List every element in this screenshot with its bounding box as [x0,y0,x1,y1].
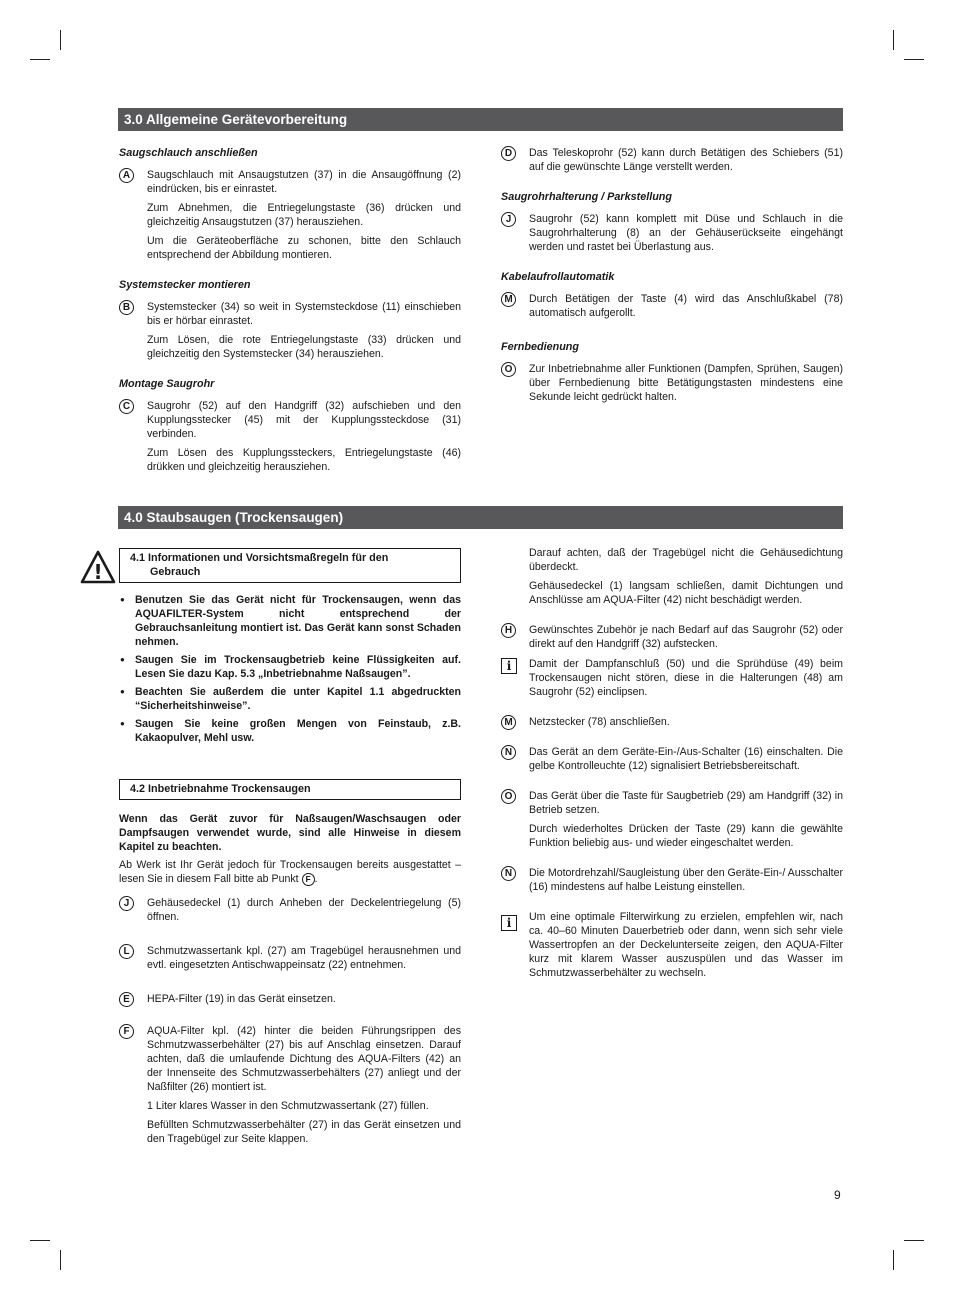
badge-o-icon: O [501,362,516,377]
info-icon: i [501,658,517,674]
heading-saugrohrhalterung: Saugrohrhalterung / Parkstellung [501,191,672,203]
paragraph: Netzstecker (78) anschließen. [529,716,670,728]
paragraph: Die Motordrehzahl/Saugleistung über den Geräte-Ein-/ Ausschalter (16) mindestens auf halbe Leistung einstellen. [529,867,843,893]
badge-m-icon: M [501,292,516,307]
step-f [119,1024,461,1146]
paragraph: Befüllten Schmutzwasserbehälter (27) in das Gerät einsetzen und den Tragebügel zur Seite klappen. [147,1119,461,1145]
badge-f-icon: F [119,1024,134,1039]
intro-text: Ab Werk ist Ihr Gerät jedoch für Trockensaugen bereits ausgestattet – lesen Sie in diesem Fall bitte ab Punkt F . [119,859,461,885]
paragraph: Systemstecker (34) so weit in Systemsteckdose (11) einschieben bis er hörbar einrastet. [147,301,461,327]
step-b [119,300,461,361]
badge-c-icon: C [119,399,134,414]
paragraph: AQUA-Filter kpl. (42) hinter die beiden Führungsrippen des Schmutzwasserbehälter (27) bis auf Anschlag einsetzen. Darauf achten, daß die umlaufende Dichtung des AQUA-Filters (42) an der Innenseite des Schmutzwasserbehälters (27) anliegt und der Naßfilter (26) montiert ist. [147,1025,461,1093]
heading-fernbedienung: Fernbedienung [501,341,579,353]
step-j-lid [119,896,461,924]
paragraph: Durch Betätigen der Taste (4) wird das Anschlußkabel (78) automatisch aufgerollt. [529,293,843,319]
paragraph: Darauf achten, daß der Tragebügel nicht die Gehäusedichtung überdeckt. [529,547,843,573]
list-item: ● Saugen Sie keine großen Mengen von Feinstaub, z.B. Kakaopulver, Mehl usw. [119,717,461,745]
badge-m-icon: M [501,715,516,730]
paragraph: Das Gerät über die Taste für Saugbetrieb (29) am Handgriff (32) in Betrieb setzen. [529,790,843,816]
crop-mark [893,1250,894,1270]
section-4-right-column [501,546,843,986]
crop-mark [893,30,894,50]
section-4-left-column [119,548,461,1152]
paragraph: Gehäusedeckel (1) durch Anheben der Deckelentriegelung (5) öffnen. [147,897,461,923]
paragraph: Zur Inbetriebnahme aller Funktionen (Dampfen, Sprühen, Saugen) über Fernbedienung bitte Betätigungstasten mindestens eine Sekunde leicht gedrückt halten. [529,363,843,403]
paragraph: Schmutzwassertank kpl. (27) am Tragebügel herausnehmen und evtl. eingesetzten Antischwappeinsatz (22) entnehmen. [147,945,461,971]
step-a [119,168,461,262]
step-m [501,292,843,320]
badge-h-icon: H [501,623,516,638]
badge-j-icon: J [119,896,134,911]
step-h [501,623,843,651]
warning-list [119,593,461,745]
heading-saugschlauch: Saugschlauch anschließen [119,147,258,159]
heading-kabelaufrollautomatik: Kabelaufrollautomatik [501,271,615,283]
step-d [501,146,843,174]
section-4-title: 4.0 Staubsaugen (Trockensaugen) [118,506,843,529]
paragraph: Um eine optimale Filterwirkung zu erzielen, empfehlen wir, nach ca. 40–60 Minuten Dauerbetrieb oder dann, wenn sich sehr viele Wassertropfen an der Deckelunterseite zeigen, den AQUA-Filter kurz mit klarem Wasser auszuspülen und das Wasser im Schmutzwasserbehälter zu wechseln. [529,911,843,979]
heading-montage-saugrohr: Montage Saugrohr [119,378,215,390]
step-o [501,789,843,850]
step-n [501,745,843,773]
step-j [501,212,843,254]
crop-mark [60,30,61,50]
box-4-1-line2: Gebrauch [150,566,201,578]
list-item: ● Saugen Sie im Trockensaugbetrieb keine Flüssigkeiten auf. Lesen Sie dazu Kap. 5.3 „Inbetriebnahme Naßsaugen”. [119,653,461,681]
step-n-speed [501,866,843,894]
badge-j-icon: J [501,212,516,227]
badge-f-icon: F [302,873,315,886]
paragraph: 1 Liter klares Wasser in den Schmutzwassertank (27) füllen. [147,1100,429,1112]
section-3-left-column [119,146,461,480]
crop-mark [904,59,924,60]
paragraph: Gewünschtes Zubehör je nach Bedarf auf das Saugrohr (52) oder direkt auf den Handgriff (32) aufstecken. [529,624,843,650]
step-e [119,992,461,1006]
intro-bold: Wenn das Gerät zuvor für Naßsaugen/Waschsaugen oder Dampfsaugen verwendet wurde, sind alle Hinweise in diesem Kapitel zu beachten. [119,813,461,853]
badge-a-icon: A [119,168,134,183]
step-m [501,715,843,729]
badge-b-icon: B [119,300,134,315]
box-4-1 [119,548,461,583]
info-dampfanschluss [501,657,843,699]
paragraph: Das Teleskoprohr (52) kann durch Betätigen des Schiebers (51) auf die gewünschte Länge verstellt werden. [529,147,843,173]
badge-l-icon: L [119,944,134,959]
badge-e-icon: E [119,992,134,1007]
badge-n-icon: N [501,866,516,881]
paragraph: Zum Abnehmen, die Entriegelungstaste (36) drücken und gleichzeitig Ansaugstutzen (37) herausziehen. [147,202,461,228]
box-4-1-line1: 4.1 Informationen und Vorsichtsmaßregeln für den [130,552,389,564]
crop-mark [30,1240,50,1241]
info-filter [501,910,843,980]
warning-triangle-icon [80,550,116,584]
paragraph: Zum Lösen des Kupplungssteckers, Entriegelungstaste (46) drükken und gleichzeitig herausziehen. [147,447,461,473]
badge-d-icon: D [501,146,516,161]
crop-mark [60,1250,61,1270]
paragraph: Saugrohr (52) kann komplett mit Düse und Schlauch in die Saugrohrhalterung (8) an der Gehäuserückseite eingehängt werden und rastet bei Überlastung aus. [529,213,843,253]
paragraph: Das Gerät an dem Geräte-Ein-/Aus-Schalter (16) einschalten. Die gelbe Kontrolleuchte (12) signalisiert Betriebsbereitschaft. [529,746,843,772]
info-icon: i [501,915,517,931]
paragraph: Saugrohr (52) auf den Handgriff (32) aufschieben und den Kupplungsstecker (45) mit der Kupplungssteckdose (31) verbinden. [147,400,461,440]
heading-systemstecker: Systemstecker montieren [119,279,251,291]
step-o [501,362,843,404]
page-number: 9 [834,1188,841,1202]
paragraph: Damit der Dampfanschluß (50) und die Sprühdüse (49) beim Trockensaugen nicht stören, diese in die Halterungen (48) am Saugrohr (52) einclipsen. [529,658,843,698]
crop-mark [30,59,50,60]
badge-o-icon: O [501,789,516,804]
list-item: ● Benutzen Sie das Gerät nicht für Trockensaugen, wenn das AQUAFILTER-System nicht entsprechend der Gebrauchsanleitung montiert ist. Das Gerät kann sonst Schaden nehmen. [119,593,461,649]
paragraph: Gehäusedeckel (1) langsam schließen, damit Dichtungen und Anschlüsse am AQUA-Filter (42) nicht beschädigt werden. [529,580,843,606]
paragraph: Um die Geräteoberfläche zu schonen, bitte den Schlauch entsprechend der Abbildung montieren. [147,235,461,261]
section-3-right-column [501,146,843,410]
warning-symbol: ! [93,560,103,584]
step-c [119,399,461,474]
badge-n-icon: N [501,745,516,760]
box-4-2: 4.2 Inbetriebnahme Trockensaugen [119,779,461,800]
paragraph: HEPA-Filter (19) in das Gerät einsetzen. [147,993,336,1005]
section-3-title: 3.0 Allgemeine Gerätevorbereitung [118,108,843,131]
intro-block [119,812,461,886]
paragraph: Durch wiederholtes Drücken der Taste (29) kann die gewählte Funktion beliebig aus- und wieder eingeschaltet werden. [529,823,843,849]
paragraph: Saugschlauch mit Ansaugstutzen (37) in die Ansaugöffnung (2) eindrücken, bis er einrastet. [147,169,461,195]
paragraph: Zum Lösen, die rote Entriegelungstaste (33) drücken und gleichzeitig den Systemstecker (34) herausziehen. [147,334,461,360]
step-l [119,944,461,972]
crop-mark [904,1240,924,1241]
list-item: ● Beachten Sie außerdem die unter Kapitel 1.1 abgedruckten “Sicherheitshinweise”. [119,685,461,713]
